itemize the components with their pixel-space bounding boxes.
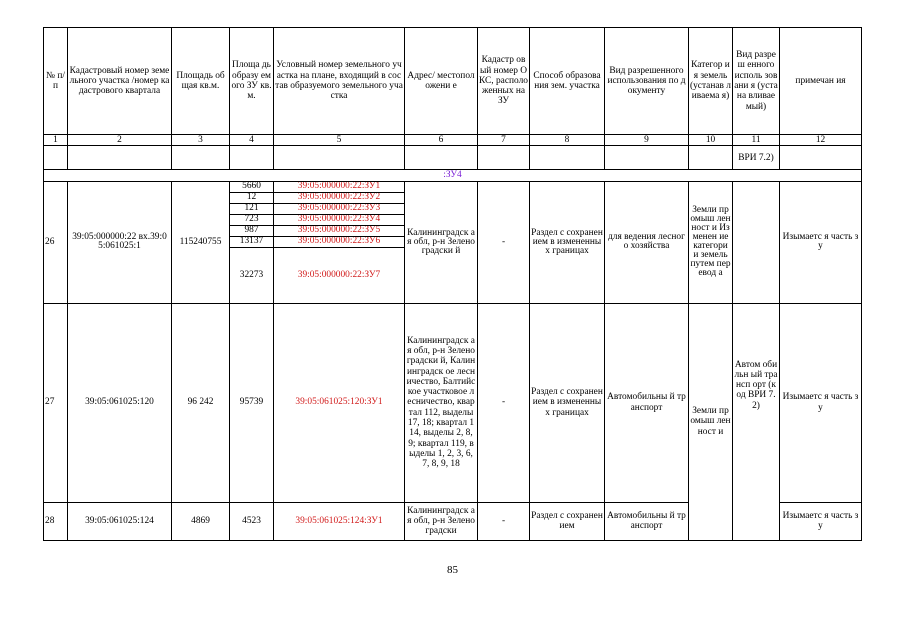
address: Калининградск ая обл, р-н Зеленоградски й — [405, 181, 478, 303]
column-number: 5 — [274, 135, 405, 146]
column-number: 12 — [780, 135, 862, 146]
continuation-row — [44, 146, 862, 170]
column-number: 11 — [733, 135, 780, 146]
header-cell: Вид разрешенного использования по документу — [605, 28, 689, 135]
permitted-use-set: Автом обильн ый трансп орт (код ВРИ 7.2) — [733, 303, 780, 540]
column-number: 9 — [605, 135, 689, 146]
total-area: 115240755 — [172, 181, 230, 303]
part-area: 95739 — [230, 303, 274, 502]
header-cell: Кадастровый номер земельного участка /номер кадастрового квартала — [68, 28, 172, 135]
part-area: 723 — [230, 214, 274, 225]
land-category: Земли промыш ленност и — [689, 303, 733, 540]
column-number-row — [44, 135, 862, 146]
total-area: 96 242 — [172, 303, 230, 502]
vri-continuation: ВРИ 7.2) — [733, 146, 780, 170]
cadastral-number: 39:05:000000:22 вх.39:05:061025:1 — [68, 181, 172, 303]
part-area: 4523 — [230, 502, 274, 540]
header-cell: Вид разреш енного исполь зовани я (устана вливае мый) — [733, 28, 780, 135]
part-id: 39:05:061025:124:ЗУ1 — [274, 502, 405, 540]
permitted-use-doc: Автомобильны й транспорт — [605, 502, 689, 540]
address: Калининградск ая обл, р-н Зеленоградски й, Калининградск ое лесничество, Балтийское участковое лесничество, квартал 112, выделы 17, 18; квартал 114, выделы 2, 8, 9; квартал 119, выделы 1, 2, 3, 6, 7, 8, 9, 18 — [405, 303, 478, 502]
part-area: 987 — [230, 225, 274, 236]
column-number: 8 — [530, 135, 605, 146]
oks-number: - — [478, 502, 530, 540]
permitted-use-doc: для ведения лесного хозяйства — [605, 181, 689, 303]
column-number: 7 — [478, 135, 530, 146]
part-id: 39:05:000000:22:ЗУ2 — [274, 192, 405, 203]
part-area: 32273 — [230, 247, 274, 303]
column-number: 3 — [172, 135, 230, 146]
part-id: 39:05:000000:22:ЗУ4 — [274, 214, 405, 225]
oks-number: - — [478, 303, 530, 502]
header-cell: Способ образования зем. участка — [530, 28, 605, 135]
formation-method: Раздел с сохранением в измененных границах — [530, 181, 605, 303]
table-row — [44, 181, 862, 192]
part-id: 39:05:000000:22:ЗУ5 — [274, 225, 405, 236]
section-row — [44, 170, 862, 181]
land-category: Земли промыш ленност и Изменен ие категори и земель путем перевод а — [689, 181, 733, 303]
address: Калининградск ая обл, р-н Зеленоградски — [405, 502, 478, 540]
cadastral-number: 39:05:061025:124 — [68, 502, 172, 540]
part-id: 39:05:061025:120:ЗУ1 — [274, 303, 405, 502]
row-number: 28 — [44, 502, 68, 540]
header-cell: примечан ия — [780, 28, 862, 135]
header-cell: Условный номер земельного участка на плане, входящий в состав образуемого земельного участка — [274, 28, 405, 135]
part-id: 39:05:000000:22:ЗУ6 — [274, 236, 405, 247]
permitted-use-doc: Автомобильны й транспорт — [605, 303, 689, 502]
part-area: 13137 — [230, 236, 274, 247]
part-id: 39:05:000000:22:ЗУ7 — [274, 247, 405, 303]
oks-number: - — [478, 181, 530, 303]
column-number: 10 — [689, 135, 733, 146]
part-id: 39:05:000000:22:ЗУ3 — [274, 203, 405, 214]
header-cell: № п/ п — [44, 28, 68, 135]
header-cell: Категор ия земель (устанав ливаема я) — [689, 28, 733, 135]
part-area: 121 — [230, 203, 274, 214]
note: Изымаетс я часть зу — [780, 181, 862, 303]
row-number: 26 — [44, 181, 68, 303]
page-number: 85 — [447, 564, 458, 576]
part-id: 39:05:000000:22:ЗУ1 — [274, 181, 405, 192]
header-cell: Адрес/ местоположени е — [405, 28, 478, 135]
header-cell: Площадь общая кв.м. — [172, 28, 230, 135]
total-area: 4869 — [172, 502, 230, 540]
note: Изымаетс я часть зу — [780, 502, 862, 540]
table-row — [44, 303, 862, 502]
note: Изымаетс я часть зу — [780, 303, 862, 502]
header-cell: Площа дь образу емого ЗУ кв.м. — [230, 28, 274, 135]
row-number: 27 — [44, 303, 68, 502]
column-number: 1 — [44, 135, 68, 146]
header-row — [44, 28, 862, 135]
cadastral-number: 39:05:061025:120 — [68, 303, 172, 502]
part-area: 12 — [230, 192, 274, 203]
section-title: :ЗУ4 — [44, 170, 862, 181]
header-cell: Кадастр овый номер ОКС, располо женных на ЗУ — [478, 28, 530, 135]
column-number: 4 — [230, 135, 274, 146]
formation-method: Раздел с сохранением в измененных границах — [530, 303, 605, 502]
part-area: 5660 — [230, 181, 274, 192]
column-number: 2 — [68, 135, 172, 146]
land-plots-table — [43, 27, 862, 541]
column-number: 6 — [405, 135, 478, 146]
formation-method: Раздел с сохранением — [530, 502, 605, 540]
